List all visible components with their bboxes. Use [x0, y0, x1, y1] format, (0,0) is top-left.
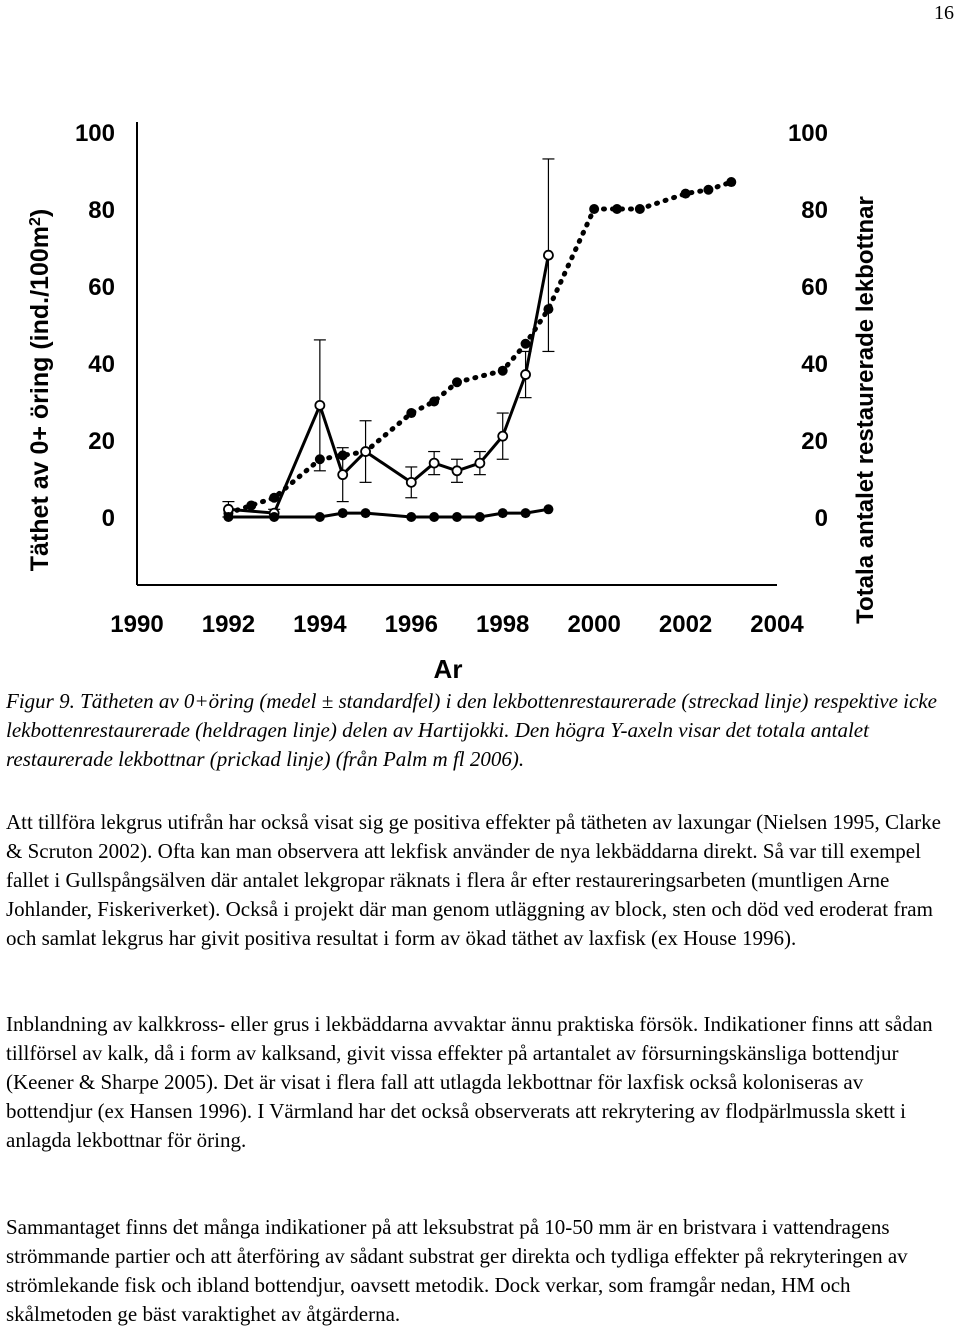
data-point	[521, 508, 531, 518]
data-point	[315, 401, 324, 410]
data-point	[521, 339, 531, 349]
y-tick-label-left: 0	[101, 505, 115, 532]
data-point	[338, 470, 347, 479]
y-tick-label-left: 60	[88, 274, 115, 301]
data-point	[703, 185, 713, 195]
data-point	[406, 408, 416, 418]
y-tick-label-right: 40	[801, 351, 828, 378]
data-point	[543, 504, 553, 514]
data-point	[315, 512, 325, 522]
x-tick-label: 2002	[658, 611, 713, 638]
paragraph-3: Sammantaget finns det många indikationer på att leksubstrat på 10-50 mm är en bristvara i vattendragens strömmande partier och att återföring av sådant substrat ger direkta och tydliga effekter på rekryteringen av strömlekande fisk och ibland bottendjur, oavsett metodik. Dock verkar, som framgår nedan, HM och skålmetoden ge bäst varaktighet av åtgärderna.	[6, 1215, 908, 1326]
y-tick-label-right: 20	[801, 428, 828, 455]
data-point	[407, 478, 416, 487]
y-tick-label-right: 0	[814, 505, 828, 532]
data-point	[406, 512, 416, 522]
data-point	[521, 370, 530, 379]
data-point	[498, 508, 508, 518]
y-tick-label-left: 20	[88, 428, 115, 455]
x-tick-label: 2000	[567, 611, 621, 638]
paragraph-1: Att tillföra lekgrus utifrån har också visat sig ge positiva effekter på tätheten av laxungar (Nielsen 1995, Clarke & Scruton 2002). Ofta kan man observera att lekfisk använder de nya lekbäddarna direkt. Så var till exempel fallet i Gullspångsälven där antalet lekgropar räknats i flera år efter restaureringsarbeten (muntligen Arne Johlander, Fiskeriverket). Också i projekt där man genom utläggning av block, sten och död ved eroderat fram och samlat lekgrus har givit positiva resultat i form av ökad täthet av laxfisk (ex House 1996).	[6, 810, 941, 950]
data-point	[452, 377, 462, 387]
y-tick-label-left: 100	[74, 120, 115, 147]
x-tick-label: 1992	[201, 611, 256, 638]
y-tick-label-right: 60	[801, 274, 828, 301]
y-tick-label-right: 80	[801, 197, 828, 224]
page-number: 16	[934, 2, 954, 24]
data-point	[361, 508, 371, 518]
figure-caption: Figur 9. Tätheten av 0+öring (medel ± standardfel) i den lekbottenrestaurerade (streckad linje) respektive icke lekbottenrestaurerade (heldragen linje) delen av Hartijokki. Den högra Y-axeln visar det totala antalet restaurerade lekbottnar (prickad linje) (från Palm m fl 2006).	[6, 689, 937, 771]
data-point	[269, 512, 279, 522]
data-point	[589, 204, 599, 214]
data-point	[635, 204, 645, 214]
data-point	[475, 512, 485, 522]
data-point	[429, 397, 439, 407]
y-tick-label-left: 80	[88, 197, 115, 224]
data-point	[498, 432, 507, 441]
data-point	[544, 251, 553, 260]
x-axis-label: Ar	[433, 654, 463, 684]
data-point	[726, 177, 736, 187]
data-point	[246, 500, 256, 510]
figure-chart	[0, 60, 920, 685]
data-point	[498, 366, 508, 376]
y-tick-label-right: 100	[787, 120, 828, 147]
data-point	[361, 447, 370, 456]
y-axis-label-right: Totala antalet restaurerade lekbottnar	[852, 196, 879, 624]
y-axis-label-left: Täthet av 0+ öring $(ind./100m^2)$	[26, 208, 54, 572]
data-point	[681, 189, 691, 199]
data-point	[429, 512, 439, 522]
paragraph-2: Inblandning av kalkkross- eller grus i lekbäddarna avvaktar ännu praktiska försök. Indikationer finns att sådan tillförsel av kalk, då i form av kalksand, givit vissa effekter på artantalet av försurningskänsliga bottendjur (Keener & Sharpe 2005). Det är visat i flera fall att utlagda lekbottnar för laxfisk också koloniseras av bottendjur (ex Hansen 1996). I Värmland har det också observerats att rekrytering av flodpärlmussla skett i anlagda lekbottnar för öring.	[6, 1012, 933, 1152]
chart-svg	[0, 60, 920, 685]
data-point	[430, 459, 439, 468]
data-point	[452, 512, 462, 522]
x-tick-label: 1994	[293, 611, 347, 638]
y-tick-label-left: 40	[88, 351, 115, 378]
data-point	[338, 508, 348, 518]
data-point	[453, 466, 462, 475]
x-tick-label: 2004	[750, 611, 804, 638]
data-point	[612, 204, 622, 214]
data-point	[475, 459, 484, 468]
x-tick-label: 1996	[384, 611, 438, 638]
x-tick-label: 1998	[476, 611, 530, 638]
x-tick-label: 1990	[110, 611, 164, 638]
data-point	[223, 512, 233, 522]
